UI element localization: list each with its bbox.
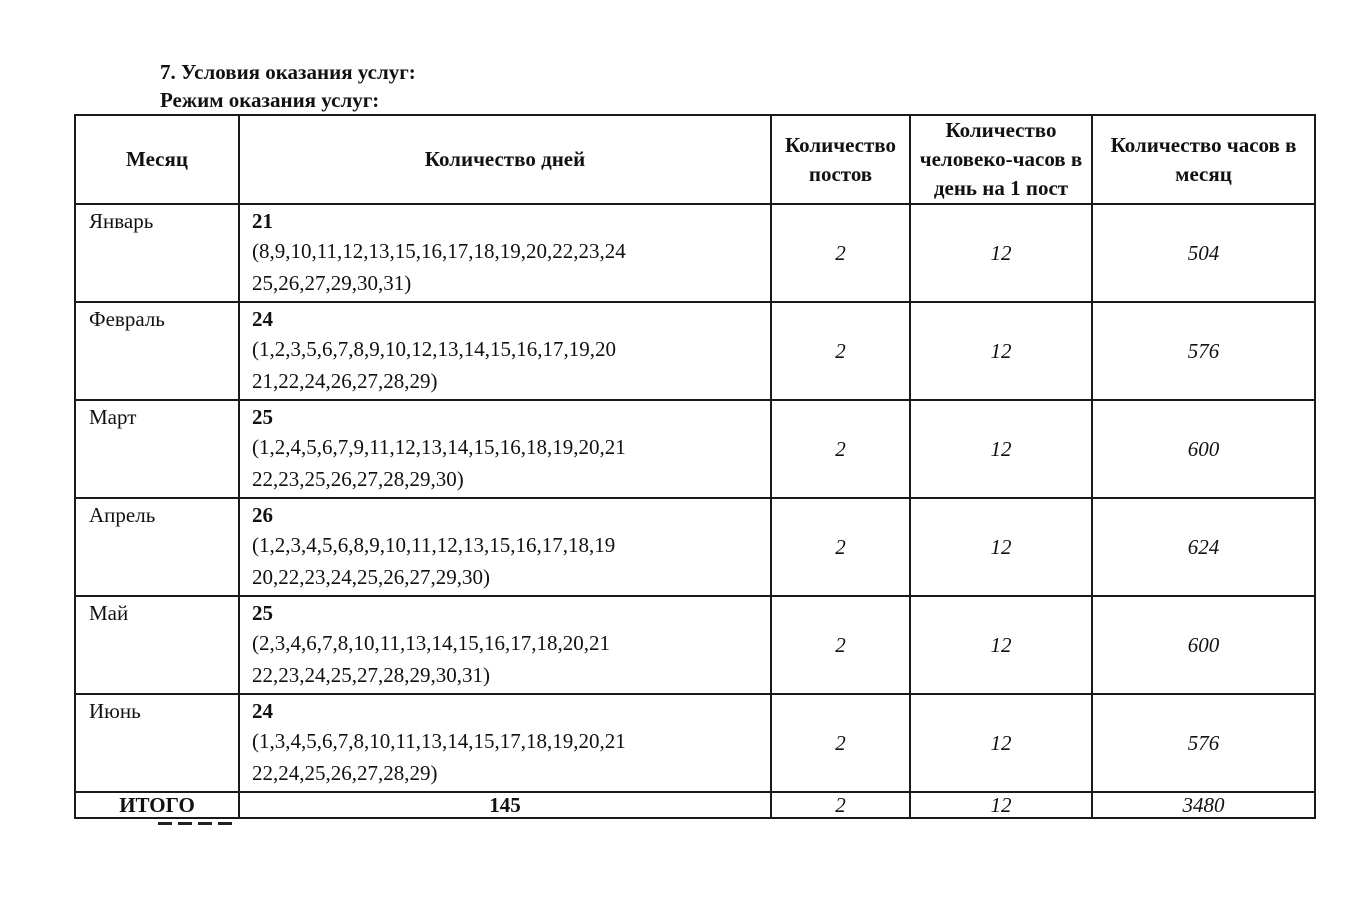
posts-cell: 2 [771,694,910,792]
days-list-line: (8,9,10,11,12,13,15,16,17,18,19,20,22,23,24 [252,239,626,263]
table-row [75,694,1315,792]
month-cell: Март [75,400,239,498]
posts-cell: 2 [771,498,910,596]
days-cell [239,498,771,596]
section-title: 7. Условия оказания услуг: [160,60,416,84]
table-header-row [75,115,1315,204]
month-cell: Май [75,596,239,694]
column-header-posts: Количество постов [771,115,910,204]
total-days: 145 [239,792,771,818]
total-hours-per-month: 3480 [1092,792,1315,818]
hours-per-day-cell: 12 [910,596,1092,694]
total-label: ИТОГО [75,792,239,818]
hours-per-day-cell: 12 [910,204,1092,302]
hours-per-day-cell: 12 [910,302,1092,400]
posts-cell: 2 [771,204,910,302]
hours-per-month-cell: 576 [1092,302,1315,400]
total-posts: 2 [771,792,910,818]
days-cell [239,400,771,498]
days-cell [239,204,771,302]
total-hours-per-day: 12 [910,792,1092,818]
days-list-line: 20,22,23,24,25,26,27,29,30) [252,565,490,589]
hours-per-day-cell: 12 [910,498,1092,596]
column-header-month: Месяц [75,115,239,204]
posts-cell: 2 [771,400,910,498]
hours-per-day-cell: 12 [910,400,1092,498]
month-cell: Январь [75,204,239,302]
days-count: 26 [252,503,273,527]
days-list-line: (1,2,4,5,6,7,9,11,12,13,14,15,16,18,19,20,21 [252,435,626,459]
days-cell [239,694,771,792]
cut-off-text-fragment [158,818,298,826]
days-list-line: 25,26,27,29,30,31) [252,271,412,295]
posts-cell: 2 [771,302,910,400]
table-row [75,204,1315,302]
days-list-line: 22,24,25,26,27,28,29) [252,761,438,785]
days-list-line: (2,3,4,6,7,8,10,11,13,14,15,16,17,18,20,21 [252,631,610,655]
days-cell [239,302,771,400]
hours-per-month-cell: 504 [1092,204,1315,302]
days-count: 25 [252,405,273,429]
table-total-row [75,792,1315,818]
hours-per-month-cell: 624 [1092,498,1315,596]
subsection-title: Режим оказания услуг: [160,88,380,112]
days-count: 24 [252,307,273,331]
days-count: 21 [252,209,273,233]
days-list-line: (1,3,4,5,6,7,8,10,11,13,14,15,17,18,19,20,21 [252,729,626,753]
month-cell: Апрель [75,498,239,596]
hours-per-month-cell: 576 [1092,694,1315,792]
hours-per-day-cell: 12 [910,694,1092,792]
table-row [75,302,1315,400]
month-cell: Февраль [75,302,239,400]
days-count: 24 [252,699,273,723]
hours-per-month-cell: 600 [1092,596,1315,694]
month-cell: Июнь [75,694,239,792]
days-list-line: (1,2,3,4,5,6,8,9,10,11,12,13,15,16,17,18,19 [252,533,616,557]
hours-per-month-cell: 600 [1092,400,1315,498]
table-row [75,400,1315,498]
column-header-hours-per-month: Количество часов в месяц [1092,115,1315,204]
days-count: 25 [252,601,273,625]
days-list-line: 22,23,25,26,27,28,29,30) [252,467,464,491]
days-cell [239,596,771,694]
service-schedule-table [74,114,1316,819]
posts-cell: 2 [771,596,910,694]
days-list-line: 22,23,24,25,27,28,29,30,31) [252,663,490,687]
days-list-line: (1,2,3,5,6,7,8,9,10,12,13,14,15,16,17,19,20 [252,337,616,361]
column-header-days: Количество дней [239,115,771,204]
table-row [75,596,1315,694]
table-row [75,498,1315,596]
column-header-hours-per-day: Количество человеко-часов в день на 1 пост [910,115,1092,204]
days-list-line: 21,22,24,26,27,28,29) [252,369,438,393]
